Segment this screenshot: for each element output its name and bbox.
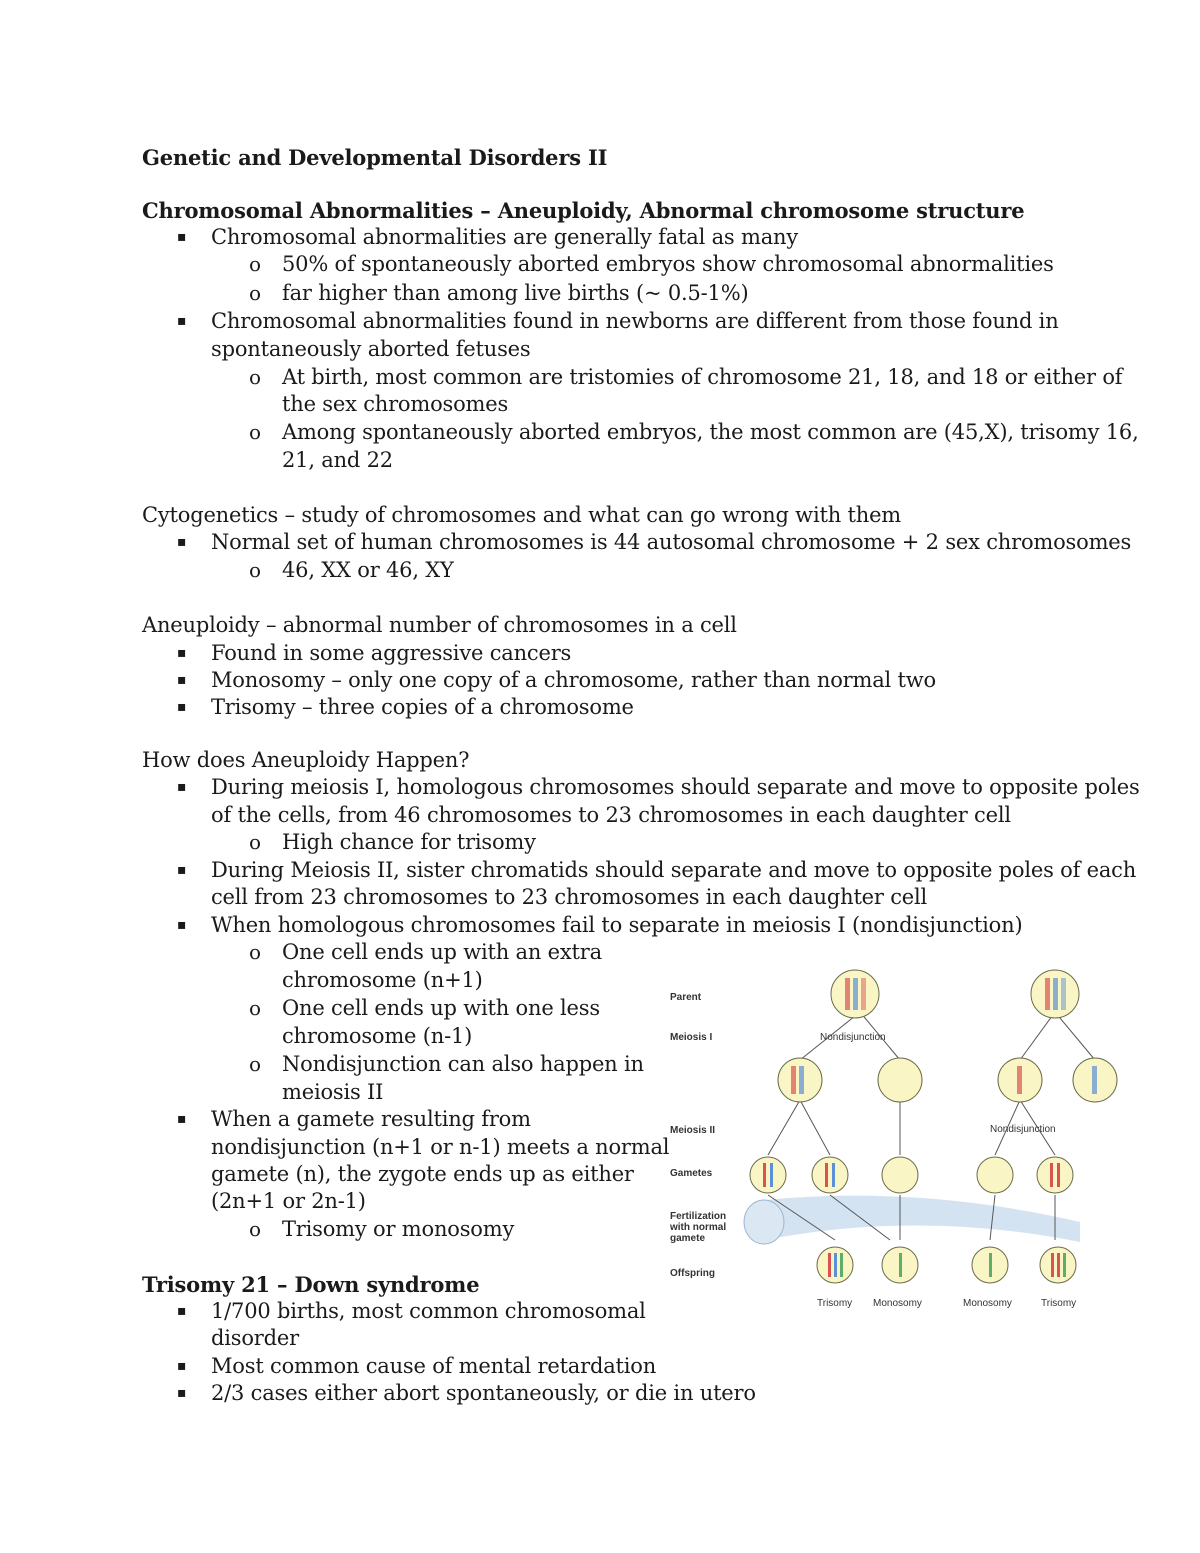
- chromosome-red: [763, 1163, 766, 1187]
- sub-bullet-icon: o: [249, 1052, 262, 1076]
- sub-bullet-text: 46, XX or 46, XY: [282, 558, 454, 582]
- offspring-label: Trisomy: [817, 1298, 853, 1309]
- bullet-text: Normal set of human chromosomes is 44 autosomal chromosome + 2 sex chromosomes: [211, 530, 1132, 554]
- bullet-icon: ▪: [177, 917, 187, 933]
- meiosis1-cell-empty: [878, 1058, 922, 1102]
- normal-gamete-cell: [744, 1200, 784, 1244]
- chromosome-green: [899, 1253, 902, 1277]
- bullet-icon: ▪: [177, 1303, 187, 1319]
- chromosome-red: [828, 1253, 831, 1277]
- row-label-gametes: Gametes: [670, 1168, 713, 1179]
- bullet-icon: ▪: [177, 1385, 187, 1401]
- sub-bullet-text: Among spontaneously aborted embryos, the most common are (45,X), trisomy 16,: [282, 420, 1139, 444]
- bullet-text: When homologous chromosomes fail to separate in meiosis I (nondisjunction): [211, 913, 1023, 937]
- gamete-cell: [1037, 1157, 1073, 1193]
- bullet-icon: ▪: [177, 534, 187, 550]
- bullet-text: Most common cause of mental retardation: [211, 1354, 657, 1378]
- chromosome-blue: [770, 1163, 773, 1187]
- bullet-text: Trisomy – three copies of a chromosome: [211, 695, 634, 719]
- chromosome-blue: [832, 1163, 835, 1187]
- row-label-offspring: Offspring: [670, 1268, 715, 1279]
- bullet-icon: ▪: [177, 1111, 187, 1127]
- sub-bullet-icon: o: [249, 281, 262, 305]
- chromosome-red: [845, 978, 850, 1010]
- section-heading-trisomy-21: Trisomy 21 – Down syndrome: [142, 1272, 480, 1297]
- sub-bullet-icon: o: [249, 996, 262, 1020]
- sub-bullet-text: 50% of spontaneously aborted embryos show chromosomal abnormalities: [282, 252, 1054, 276]
- bullet-text: Monosomy – only one copy of a chromosome, rather than normal two: [211, 668, 936, 692]
- bullet-text-continued: cell from 23 chromosomes to 23 chromosomes in each daughter cell: [211, 885, 928, 909]
- bullet-icon: ▪: [177, 862, 187, 878]
- sub-bullet-text: High chance for trisomy: [282, 830, 536, 854]
- section-heading-aneuploidy: Aneuploidy – abnormal number of chromosomes in a cell: [142, 613, 737, 637]
- row-label-fertilization: Fertilization: [670, 1211, 727, 1222]
- row-label-parent: Parent: [670, 992, 702, 1003]
- chromosome-red: [1057, 1253, 1060, 1277]
- gamete-cell: [750, 1157, 786, 1193]
- chromosome-blue: [1053, 978, 1058, 1010]
- bullet-text: When a gamete resulting from: [211, 1107, 531, 1131]
- sub-bullet-text: One cell ends up with one less: [282, 996, 600, 1020]
- fertilization-arrow-band: [765, 1196, 1080, 1242]
- bullet-icon: ▪: [177, 779, 187, 795]
- bullet-text-continued: spontaneously aborted fetuses: [211, 337, 531, 361]
- bullet-text: 2/3 cases either abort spontaneously, or die in utero: [211, 1381, 756, 1405]
- sub-bullet-icon: o: [249, 940, 262, 964]
- section-heading-chromosomal-abnormalities: Chromosomal Abnormalities – Aneuploidy, Abnormal chromosome structure: [142, 198, 1025, 223]
- bullet-text: Chromosomal abnormalities are generally fatal as many: [211, 225, 798, 249]
- nondisjunction-diagram-svg: [660, 960, 1130, 1320]
- offspring-label: Monosomy: [963, 1298, 1012, 1309]
- sub-bullet-text-continued: the sex chromosomes: [282, 392, 509, 416]
- offspring-label: Trisomy: [1041, 1298, 1077, 1309]
- gamete-cell: [812, 1157, 848, 1193]
- nondisjunction-label-2: Nondisjunction: [990, 1124, 1056, 1135]
- chromosome-red: [1051, 1253, 1054, 1277]
- gamete-cell-empty: [882, 1157, 918, 1193]
- bullet-text-continued: (2n+1 or 2n-1): [211, 1189, 366, 1213]
- bullet-icon: ▪: [177, 1358, 187, 1374]
- chromosome-green: [1063, 1253, 1066, 1277]
- row-label-fertilization-2: with normal: [670, 1222, 727, 1233]
- sub-bullet-icon: o: [249, 420, 262, 444]
- bullet-icon: ▪: [177, 645, 187, 661]
- bullet-text-continued: gamete (n), the zygote ends up as either: [211, 1162, 634, 1186]
- chromosome-red: [825, 1163, 828, 1187]
- chromosome-blue: [799, 1066, 804, 1094]
- chromosome-red: [1057, 1163, 1060, 1187]
- bullet-icon: ▪: [177, 229, 187, 245]
- chromosome-red: [1045, 978, 1050, 1010]
- sub-bullet-text-continued: meiosis II: [282, 1080, 384, 1104]
- bullet-text: During Meiosis II, sister chromatids should separate and move to opposite poles of each: [211, 858, 1137, 882]
- nondisjunction-label-1: Nondisjunction: [820, 1032, 886, 1043]
- sub-bullet-text-continued: 21, and 22: [282, 448, 393, 472]
- bullet-text: Chromosomal abnormalities found in newborns are different from those found in: [211, 309, 1059, 333]
- chromosome-red: [1017, 1066, 1022, 1094]
- bullet-text: 1/700 births, most common chromosomal: [211, 1299, 646, 1323]
- chromosome-blue: [853, 978, 858, 1010]
- sub-bullet-icon: o: [249, 558, 262, 582]
- bullet-icon: ▪: [177, 313, 187, 329]
- row-label-meiosis-2: Meiosis II: [670, 1125, 716, 1136]
- sub-bullet-icon: o: [249, 830, 262, 854]
- sub-bullet-text: Trisomy or monosomy: [282, 1217, 515, 1241]
- gamete-cell-empty: [977, 1157, 1013, 1193]
- chromosome-green: [989, 1253, 992, 1277]
- chromosome-red: [861, 978, 866, 1010]
- sub-bullet-text: One cell ends up with an extra: [282, 940, 602, 964]
- section-heading-how-aneuploidy-happens: How does Aneuploidy Happen?: [142, 748, 470, 772]
- bullet-text: During meiosis I, homologous chromosomes should separate and move to opposite poles: [211, 775, 1140, 799]
- bullet-text: Found in some aggressive cancers: [211, 641, 572, 665]
- sub-bullet-icon: o: [249, 365, 262, 389]
- document-title: Genetic and Developmental Disorders II: [142, 145, 608, 170]
- bullet-icon: ▪: [177, 699, 187, 715]
- chromosome-blue: [1092, 1066, 1097, 1094]
- section-heading-cytogenetics: Cytogenetics – study of chromosomes and what can go wrong with them: [142, 503, 902, 527]
- chromosome-blue: [1061, 978, 1066, 1010]
- bullet-text-continued: nondisjunction (n+1 or n-1) meets a normal: [211, 1135, 670, 1159]
- chromosome-red: [1050, 1163, 1053, 1187]
- sub-bullet-icon: o: [249, 252, 262, 276]
- sub-bullet-text: Nondisjunction can also happen in: [282, 1052, 644, 1076]
- sub-bullet-text-continued: chromosome (n+1): [282, 968, 483, 992]
- chromosome-red: [791, 1066, 796, 1094]
- sub-bullet-text-continued: chromosome (n-1): [282, 1024, 473, 1048]
- row-label-meiosis-1: Meiosis I: [670, 1032, 713, 1043]
- bullet-text-continued: of the cells, from 46 chromosomes to 23 chromosomes in each daughter cell: [211, 803, 1011, 827]
- bullet-icon: ▪: [177, 672, 187, 688]
- chromosome-blue: [834, 1253, 837, 1277]
- offspring-label: Monosomy: [873, 1298, 922, 1309]
- sub-bullet-text: At birth, most common are tristomies of chromosome 21, 18, and 18 or either of: [282, 365, 1123, 389]
- nondisjunction-diagram: [660, 960, 1130, 1320]
- chromosome-green: [840, 1253, 843, 1277]
- sub-bullet-icon: o: [249, 1217, 262, 1241]
- row-label-fertilization-3: gamete: [670, 1233, 706, 1244]
- bullet-text-continued: disorder: [211, 1326, 299, 1350]
- sub-bullet-text: far higher than among live births (~ 0.5-1%): [282, 281, 749, 305]
